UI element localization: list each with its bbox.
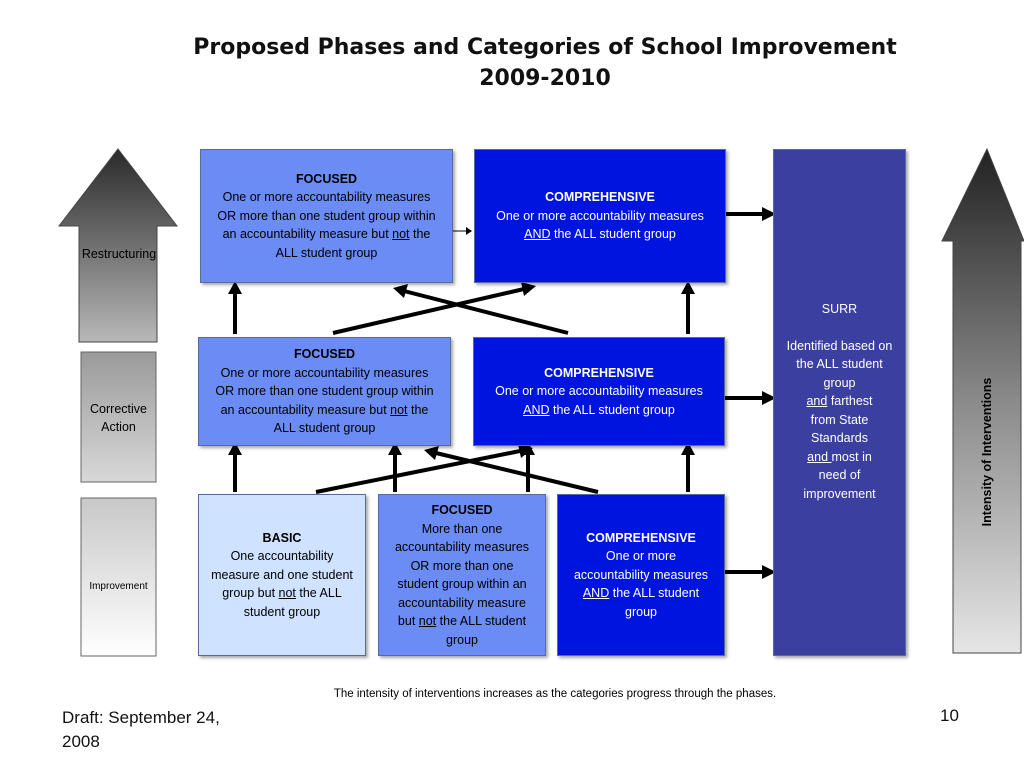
improvement-box [81,498,156,656]
phase-label-corrective-action: Corrective Action [90,402,147,434]
intensity-of-interventions-label: Intensity of Interventions [980,377,994,527]
page-number: 10 [940,706,959,725]
slide-title-line2: 2009-2010 [479,66,611,91]
bottom-basic-box: BASIC One accountability measure and one student group but not the ALL student group [198,494,366,656]
top-focused-box: FOCUSED One or more accountability measures OR more than one student group within an accountability measure but not the ALL student group [200,149,453,283]
draft-date: Draft: September 24, 2008 [62,708,220,751]
caption: The intensity of interventions increases as the categories progress through the phases. [333,688,777,700]
top-comprehensive-box: COMPREHENSIVE One or more accountability measures AND the ALL student group [474,149,726,283]
phase-label-improvement: Improvement [89,581,148,592]
bottom-focused-box: FOCUSED More than one accountability measures OR more than one student group within an accountability measure but not the ALL student group [378,494,546,656]
middle-focused-box: FOCUSED One or more accountability measures OR more than one student group within an accountability measure but not the ALL student group [198,337,451,446]
bottom-comprehensive-box: COMPREHENSIVE One or more accountability measures AND the ALL student group [557,494,725,656]
middle-comprehensive-box: COMPREHENSIVE One or more accountability measures AND the ALL student group [473,337,725,446]
phase-label-restructuring: Restructuring [81,247,157,261]
surr-box: SURR Identified based on the ALL student group and farthest from State Standards and most in need of improvement [773,149,906,656]
slide-title-line1: Proposed Phases and Categories of School Improvement [193,35,897,60]
